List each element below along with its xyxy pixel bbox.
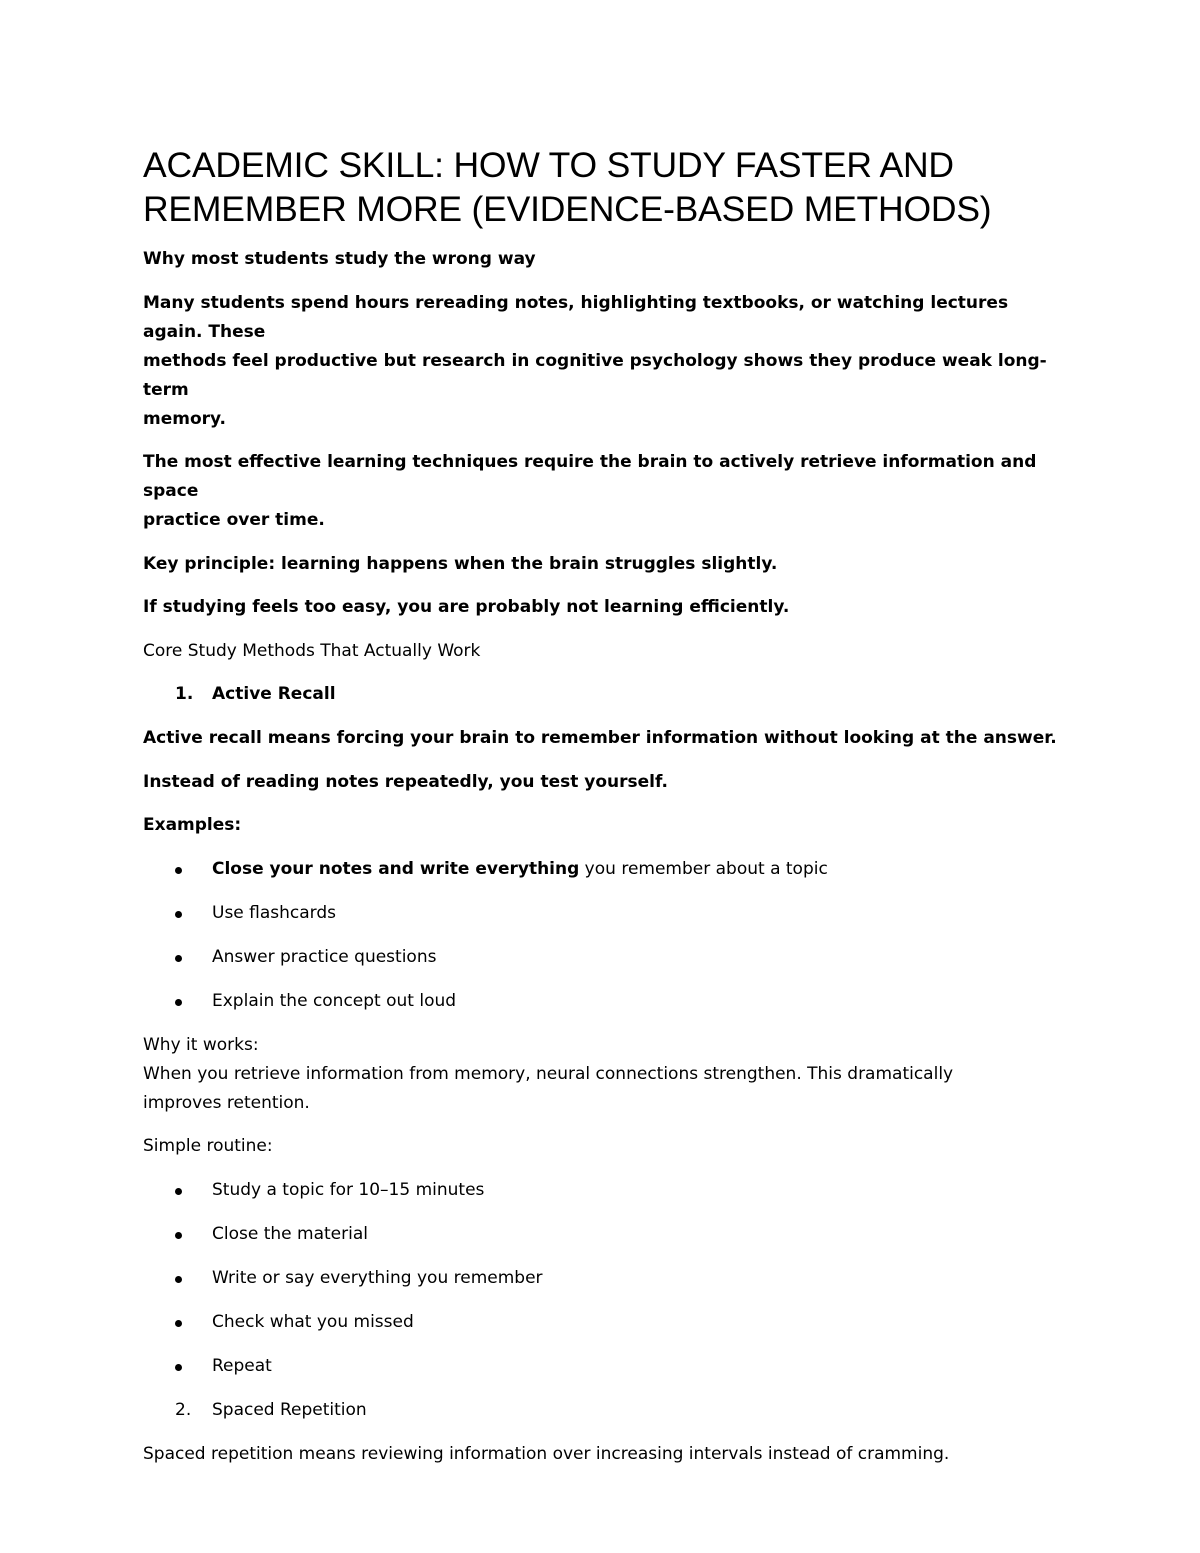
routine-step-4: Check what you missed	[212, 1311, 414, 1332]
why-heading: Why most students study the wrong way	[143, 249, 536, 269]
bullet-icon	[175, 1364, 182, 1371]
method-1-heading	[143, 680, 1073, 709]
paragraph-effective-line-1: The most effective learning techniques require the brain to actively retrieve information and space	[143, 452, 1037, 501]
bullet-icon	[175, 1188, 182, 1195]
list-item	[143, 1220, 1073, 1249]
paragraph-many-line-3: memory.	[143, 408, 226, 429]
example-1-rest: you remember about a topic	[579, 858, 828, 879]
spaced-repetition-definition: Spaced repetition means reviewing information over increasing intervals instead of cramming.	[143, 1443, 950, 1464]
bullet-icon	[175, 955, 182, 962]
list-item	[143, 987, 1073, 1016]
list-item	[143, 1176, 1073, 1205]
routine-step-5: Repeat	[212, 1355, 272, 1376]
active-recall-instead: Instead of reading notes repeatedly, you test yourself.	[143, 771, 668, 792]
bullet-icon	[175, 1320, 182, 1327]
routine-step-1: Study a topic for 10–15 minutes	[212, 1179, 485, 1200]
list-item	[143, 943, 1073, 972]
routine-step-3: Write or say everything you remember	[212, 1267, 543, 1288]
example-4: Explain the concept out loud	[212, 990, 457, 1011]
bullet-icon	[175, 1232, 182, 1239]
document-title	[143, 143, 1073, 231]
method-2-name: Spaced Repetition	[212, 1399, 367, 1420]
list-item	[143, 899, 1073, 928]
list-item	[143, 855, 1073, 884]
active-recall-definition: Active recall means forcing your brain to remember information without looking at the answer.	[143, 728, 1057, 748]
bullet-icon	[175, 867, 182, 874]
paragraph-many-line-1: Many students spend hours rereading notes, highlighting textbooks, or watching lectures again. These	[143, 292, 1009, 342]
example-1-bold: Close your notes and write everything	[212, 858, 580, 879]
why-it-works	[143, 1031, 1073, 1118]
core-methods-heading: Core Study Methods That Actually Work	[143, 640, 481, 661]
method-1-number: 1.	[175, 684, 194, 704]
example-2: Use flashcards	[212, 902, 337, 923]
list-item	[143, 1308, 1073, 1337]
routine-step-2: Close the material	[212, 1223, 368, 1244]
document-body	[143, 143, 1073, 1483]
why-it-works-line-2: improves retention.	[143, 1092, 310, 1113]
paragraph-many-students	[143, 289, 1073, 434]
bullet-icon	[175, 999, 182, 1006]
simple-routine-label: Simple routine:	[143, 1136, 273, 1156]
bullet-icon	[175, 1276, 182, 1283]
method-1-name: Active Recall	[212, 684, 336, 704]
example-3: Answer practice questions	[212, 946, 437, 967]
why-it-works-line-1: When you retrieve information from memory, neural connections strengthen. This dramatically	[143, 1063, 954, 1084]
why-it-works-label: Why it works:	[143, 1034, 259, 1055]
title-line-2: REMEMBER MORE (EVIDENCE-BASED METHODS)	[143, 189, 992, 229]
paragraph-effective-techniques	[143, 448, 1073, 535]
title-line-1: ACADEMIC SKILL: HOW TO STUDY FASTER AND	[143, 145, 954, 185]
method-2-number: 2.	[175, 1399, 192, 1420]
paragraph-many-line-2: methods feel productive but research in cognitive psychology shows they produce weak long-term	[143, 350, 1047, 400]
bullet-icon	[175, 911, 182, 918]
list-item	[143, 1352, 1073, 1381]
paragraph-effective-line-2: practice over time.	[143, 510, 325, 530]
method-2-heading	[143, 1396, 1073, 1425]
key-principle: Key principle: learning happens when the brain struggles slightly.	[143, 553, 778, 574]
list-item	[143, 1264, 1073, 1293]
too-easy-note: If studying feels too easy, you are probably not learning efficiently.	[143, 597, 790, 617]
examples-label: Examples:	[143, 815, 242, 835]
